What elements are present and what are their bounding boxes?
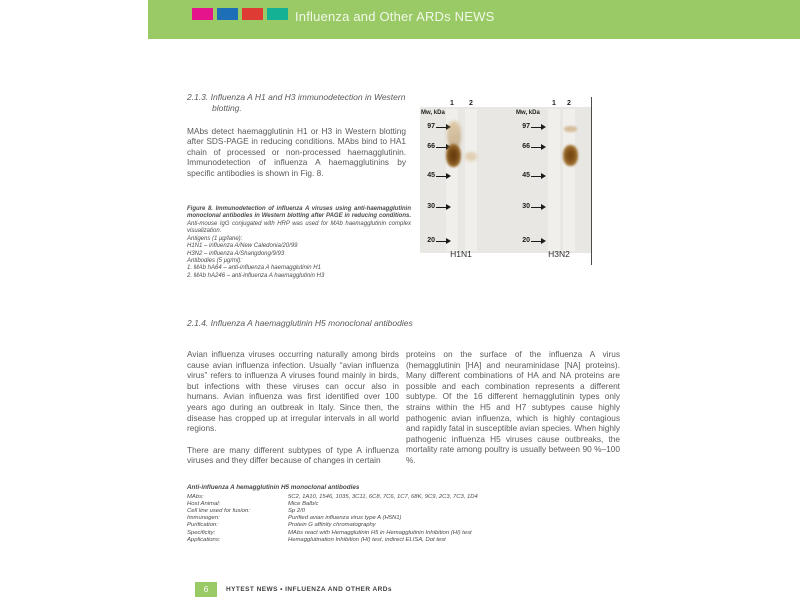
mw-marker-value: 66 <box>427 143 435 150</box>
table-row <box>187 508 627 515</box>
figure-right-border <box>591 97 592 265</box>
spec-value: MAbs react with Hemagglutinin H5 in Hemagglutinin Inhibition (HI) test <box>288 529 472 536</box>
mw-marker-97 <box>515 123 545 132</box>
lane-number: 1 <box>552 100 556 107</box>
mw-marker-30 <box>420 203 450 212</box>
brand-square-red-icon <box>242 8 263 20</box>
mw-marker-30 <box>515 203 545 212</box>
table-row <box>187 515 627 522</box>
mw-marker-97 <box>420 123 450 132</box>
spec-value: Purified avian influenza virus type A (H5N1) <box>288 515 402 522</box>
spec-value: Mice Balb/c <box>288 500 319 507</box>
mw-marker-value: 66 <box>522 143 530 150</box>
blot-band-faint <box>564 126 577 132</box>
mw-marker-value: 45 <box>522 172 530 179</box>
brand-square-blue-icon <box>217 8 238 20</box>
mw-marker-value: 45 <box>427 172 435 179</box>
table-row <box>187 530 627 537</box>
spec-value: Protein G affinity chromatography <box>288 522 376 529</box>
spec-value: 5C2, 1A10, 1546, 1035, 3C11, 6C8, 7C6, 1C7, 68K, 9C9, 2C3, 7C3, 1D4 <box>288 493 478 500</box>
caption-antigens-label: Antigens (1 μg/lane): <box>187 236 243 243</box>
spec-label: Immunogen: <box>187 515 220 522</box>
paragraph: There are many different subtypes of type A influenza viruses and they differ because of changes in certain <box>187 444 399 466</box>
mw-marker-value: 30 <box>522 203 530 210</box>
brand-square-magenta-icon <box>192 8 213 20</box>
mw-marker-value: 30 <box>427 203 435 210</box>
section-213 <box>187 92 406 179</box>
figure-caption-bold: Figure 8. Immunodetection of influenza A viruses using anti-haemagglutinin monoclonal antibodies in Western blotting after PAGE in reducing conditions. <box>187 206 411 220</box>
mw-marker-45 <box>515 172 545 181</box>
arrow-right-icon <box>436 127 446 129</box>
panel-label-h1n1: H1N1 <box>450 249 472 259</box>
mw-kda-label: Mw, kDa <box>421 110 445 116</box>
lane-number: 1 <box>450 100 454 107</box>
mw-marker-value: 20 <box>427 237 435 244</box>
antibody-spec-table <box>187 484 627 544</box>
mw-marker-value: 97 <box>522 123 530 130</box>
spec-label: Host Animal: <box>187 500 221 507</box>
caption-antibody-1: 1. MAb hA64 – anti-influenza A haemagglutinin H1 <box>187 265 321 272</box>
gel-lane <box>548 109 560 251</box>
figure-caption-lead <box>187 206 411 235</box>
spec-label: Purification: <box>187 522 218 529</box>
section-214-right-column <box>406 349 620 466</box>
section-213-heading: 2.1.3. Influenza A H1 and H3 immunodetection in Western blotting. <box>187 92 406 113</box>
mw-marker-45 <box>420 172 450 181</box>
section-213-body: MAbs detect haemagglutinin H1 or H3 in Western blotting after SDS-PAGE in reducing conditions. MAbs bind to HA1 chain of processed or non-processed haemagglutinin. Immunodetection of influenza A haemagglutinins by specific antibodies is shown in Fig. 8. <box>187 125 406 178</box>
mw-marker-66 <box>515 143 545 152</box>
arrow-right-icon <box>436 176 446 178</box>
mw-marker-20 <box>420 237 450 246</box>
mw-kda-label: Mw, kDa <box>516 110 540 116</box>
caption-antibodies-label: Antibodies (5 μg/ml): <box>187 258 242 265</box>
caption-antigen-h3n2: H3N2 – influenza A/Shangdong/9/93 <box>187 250 285 257</box>
spec-value: Sp 2/0 <box>288 507 306 514</box>
blot-band-faint <box>465 152 477 161</box>
spec-label: MAbs: <box>187 493 204 500</box>
figure-caption <box>187 206 411 280</box>
caption-antigen-h1n1: H1N1 – influenza A/New Caledonia/20/99 <box>187 243 298 250</box>
arrow-right-icon <box>531 127 541 129</box>
blot-band-h3-lane2 <box>563 145 578 166</box>
figure-caption-normal: Anti-mouse IgG conjugated with HRP was used for MAb haemagglutinin complex visualization. <box>187 220 411 234</box>
spec-label: Specificity: <box>187 529 216 536</box>
arrow-right-icon <box>531 176 541 178</box>
mw-marker-20 <box>515 237 545 246</box>
arrow-right-icon <box>436 241 446 243</box>
paragraph: Avian influenza viruses occurring naturally among birds cause avian influenza infection. Usually “avian influenza virus” refers to influenza A viruses found mainly in birds, but infections with these viruses can occur also in humans. Avian influenza was first identified over 100 years ago during an outbreak in Italy. Since then, the disease has cropped up at irregular intervals in all world regions. <box>187 349 399 434</box>
header-bar <box>148 0 800 39</box>
brand-square-teal-icon <box>267 8 288 20</box>
western-blot-figure <box>420 97 593 269</box>
panel-label-h3n2: H3N2 <box>548 249 570 259</box>
spec-value: Hemagglutination Inhibition (HI) test, indirect ELISA, Dot test <box>288 536 446 543</box>
table-row <box>187 522 627 529</box>
gel-lane <box>465 109 477 251</box>
section-214-left-column <box>187 349 399 466</box>
spec-label: Applications: <box>187 536 221 543</box>
page-number-badge: 6 <box>195 582 217 597</box>
arrow-right-icon <box>436 207 446 209</box>
arrow-right-icon <box>531 207 541 209</box>
table-row <box>187 501 627 508</box>
table-row <box>187 537 627 544</box>
brand-logo <box>192 8 288 20</box>
caption-antibody-2: 2. MAb hA246 – anti-influenza A haemagglutinin H3 <box>187 272 325 279</box>
table-row <box>187 494 627 501</box>
lane-number: 2 <box>567 100 571 107</box>
arrow-right-icon <box>436 147 446 149</box>
spec-table-heading: Anti-influenza A hemagglutinin H5 monoclonal antibodies <box>187 484 360 491</box>
section-214-heading: 2.1.4. Influenza A haemagglutinin H5 monoclonal antibodies <box>187 318 413 328</box>
spec-label: Cell line used for fusion: <box>187 507 250 514</box>
lane-number: 2 <box>469 100 473 107</box>
arrow-right-icon <box>531 147 541 149</box>
newsletter-title: Influenza and Other ARDs NEWS <box>295 9 495 24</box>
paragraph: proteins on the surface of the influenza A virus (hemagglutinin [HA] and neuraminidase [NA] proteins). Many different combinations of HA and NA proteins are possible and each combination represents a different subtype. Of the 16 different hemagglutinin types only strains within the H5 and H7 subtypes cause highly pathogenic avian influenza, which is highly contagious and rapidly fatal in susceptible avian species. When highly pathogenic influenza H5 viruses cause outbreaks, the mortality rate among poultry is usually between 90 %–100 %. <box>406 349 620 465</box>
blot-band-h1-lane1 <box>446 144 461 167</box>
footer-text: HYTEST NEWS • INFLUENZA AND OTHER ARDs <box>226 586 392 593</box>
mw-marker-value: 97 <box>427 123 435 130</box>
mw-marker-value: 20 <box>522 237 530 244</box>
arrow-right-icon <box>531 241 541 243</box>
